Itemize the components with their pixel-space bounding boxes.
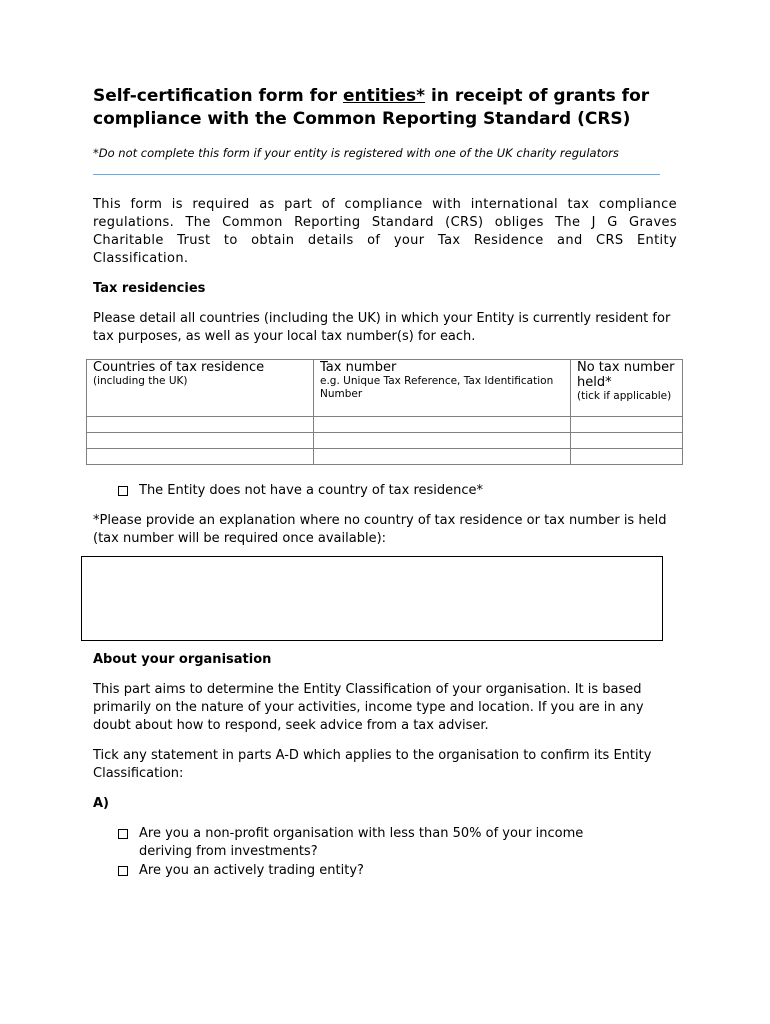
header-tax-number-sub: e.g. Unique Tax Reference, Tax Identification Number <box>320 374 554 400</box>
table-header-row <box>87 359 683 416</box>
tax-residencies-instruction: Please detail all countries (including the UK) in which your Entity is currently resident for tax purposes, as well as your local tax number(s) for each. <box>93 310 671 344</box>
divider-line <box>93 174 660 175</box>
explanation-textarea[interactable] <box>81 556 663 641</box>
about-paragraph-2: Tick any statement in parts A-D which applies to the organisation to confirm its Entity Classification: <box>93 747 652 781</box>
trading-label: Are you an actively trading entity? <box>139 862 364 878</box>
section-a-label: A) <box>93 795 110 811</box>
non-profit-label: Are you a non-profit organisation with less than 50% of your income deriving from investments? <box>139 825 584 859</box>
tax-number-cell[interactable] <box>314 448 571 464</box>
table-row <box>87 416 683 432</box>
tax-number-cell[interactable] <box>314 432 571 448</box>
header-tax-number-title: Tax number <box>320 359 397 375</box>
no-tax-number-cell[interactable] <box>571 448 683 464</box>
no-tax-number-cell[interactable] <box>571 416 683 432</box>
no-country-option <box>118 482 677 500</box>
country-cell[interactable] <box>87 432 314 448</box>
header-no-tax-number <box>571 359 683 416</box>
trading-checkbox[interactable] <box>118 866 128 876</box>
question-trading <box>118 862 677 880</box>
form-title <box>93 85 653 131</box>
title-text-start: Self-certification form for <box>93 86 343 106</box>
table-row <box>87 432 683 448</box>
header-no-tax-number-sub: (tick if applicable) <box>577 389 672 402</box>
header-no-tax-number-title: No tax number held* <box>577 359 675 390</box>
title-text-end: in receipt of grants for compliance with the Common Reporting Standard (CRS) <box>93 86 650 129</box>
tax-table-wrapper <box>93 359 677 466</box>
tax-residencies-heading: Tax residencies <box>93 280 206 296</box>
no-country-checkbox[interactable] <box>118 486 128 496</box>
header-countries <box>87 359 314 416</box>
no-country-label: The Entity does not have a country of tax residence* <box>139 482 484 498</box>
non-profit-checkbox[interactable] <box>118 829 128 839</box>
about-paragraph-1: This part aims to determine the Entity Classification of your organisation. It is based primarily on the nature of your activities, income type and location. If you are in any doubt about how to respond, seek advice from a tax adviser. <box>93 681 644 733</box>
country-cell[interactable] <box>87 416 314 432</box>
tax-number-cell[interactable] <box>314 416 571 432</box>
no-tax-number-cell[interactable] <box>571 432 683 448</box>
header-countries-sub: (including the UK) <box>93 374 188 387</box>
table-row <box>87 448 683 464</box>
header-countries-title: Countries of tax residence <box>93 359 265 375</box>
tax-residence-table <box>86 359 683 465</box>
form-page <box>93 85 677 880</box>
intro-paragraph: This form is required as part of compliance with international tax compliance regulations. The Common Reporting Standard (CRS) obliges The J G Graves Charitable Trust to obtain details of your Tax Residence and CRS Entity Classification. <box>93 196 677 266</box>
about-heading: About your organisation <box>93 651 272 667</box>
country-cell[interactable] <box>87 448 314 464</box>
question-non-profit <box>118 825 638 861</box>
header-tax-number <box>314 359 571 416</box>
explanation-box-wrapper <box>93 556 677 641</box>
explanation-prompt: *Please provide an explanation where no country of tax residence or tax number is held (tax number will be required once available): <box>93 512 667 546</box>
registration-note: *Do not complete this form if your entity is registered with one of the UK charity regulators <box>93 146 619 160</box>
title-underlined-entities: entities* <box>342 86 426 106</box>
